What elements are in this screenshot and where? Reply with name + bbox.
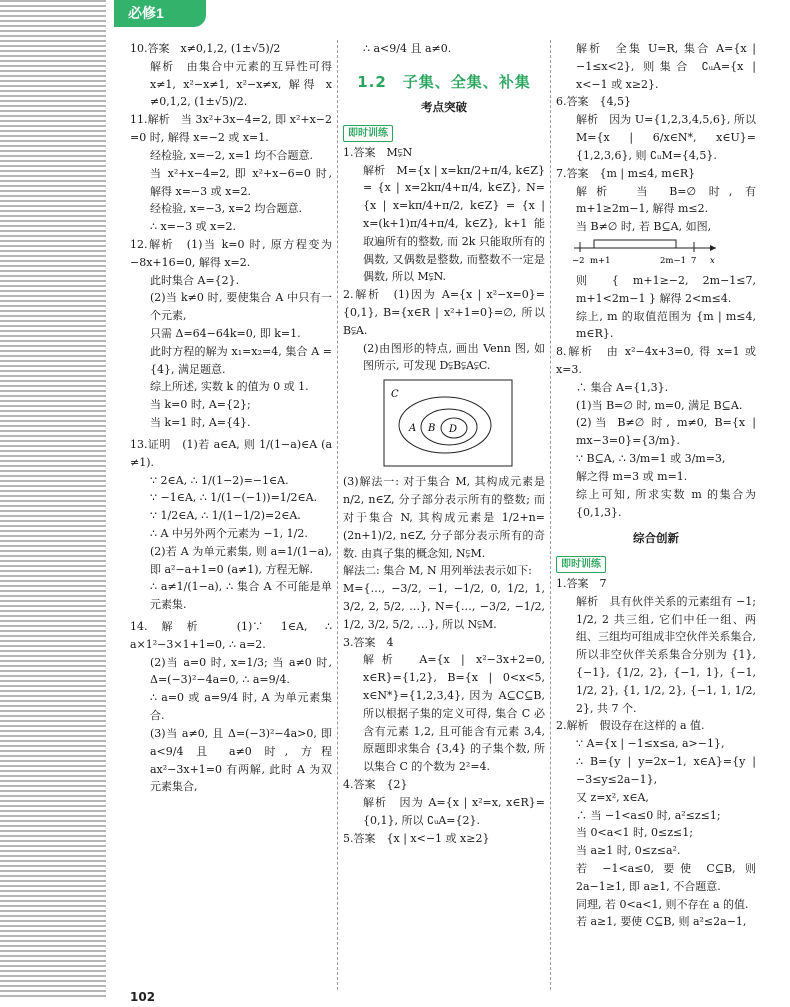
- q8-solution: 8.解析 由 x²−4x+3=0, 得 x=1 或 x=3.: [556, 345, 756, 376]
- text-line: 综上, m 的取值范围为 {m | m≤4, m∈R}.: [576, 309, 756, 341]
- venn-label-d: D: [449, 424, 458, 436]
- text-line: (3)解法一: 对于集合 M, 其构成元素是 n/2, n∈Z, 分子部分表示所有的整数; 而对于集合 N, 其构成元素是 1/2+n=(2n+1)/2, n∈Z, 分子部分表示所有的奇数. 由真子集的概念知, N⫋M.: [343, 475, 545, 560]
- venn-label-b: B: [428, 423, 436, 435]
- q11-solution: 11.解析 当 3x²+3x−4=2, 即 x²+x−2 =0 时, 解得 x=−2 或 x=1.: [130, 113, 332, 145]
- text-line: (2)当 a=0 时, x=1/3; 当 a≠0 时, Δ=(−3)²−4a=0, ∴ a=9/4.: [150, 655, 332, 687]
- numline-label-c: 2m−1: [660, 255, 686, 266]
- numline-label-b: m+1: [590, 255, 611, 266]
- venn-label-a: A: [409, 423, 417, 435]
- q3-answer: 3.答案 4: [343, 635, 394, 649]
- numline-label-e: x: [710, 255, 715, 266]
- q1-answer: 1.答案 M⫋N: [343, 145, 413, 159]
- column-1: [130, 40, 332, 985]
- number-line-interval: [594, 240, 676, 248]
- text-line: (2)当 k≠0 时, 要使集合 A 中只有一个元素,: [150, 291, 332, 323]
- q1-answer-2: 1.答案 7: [556, 576, 607, 590]
- q2-solution-2: 2.解析 假设存在这样的 a 值.: [556, 719, 705, 733]
- text-line: 综上可知, 所求实数 m 的集合为 {0,1,3}.: [576, 487, 756, 519]
- text-line: ∴ A 中另外两个元素为 −1, 1/2.: [150, 526, 308, 540]
- text-line: ∴ B={y | y=2x−1, x∈A}={y | −3≤y≤2a−1},: [576, 755, 756, 786]
- q3-explanation: 解析 A={x | x²−3x+2=0, x∈R}={1,2}, B={x | 0<x<5, x∈N*}={1,2,3,4}, 因为 A⊆C⊆B, 所以根据子集的定义可得, 集合 C 必含有元素 1,2, 且可能含有元素 3,4, 原题即求集合 {3,4} 的子集个数, 所以集合 C 的个数为 2²=4.: [363, 653, 545, 774]
- text-line: 解之得 m=3 或 m=1.: [576, 469, 688, 483]
- text-line: 同理, 若 0<a<1, 则不存在 a 的值.: [576, 897, 749, 911]
- q5-explanation: 解析 全集 U=R, 集合 A={x | −1≤x<2}, 则集合 ∁ᵤA={x | x<−1 或 x≥2}.: [576, 42, 756, 91]
- q6-answer: 6.答案 {4,5}: [556, 95, 631, 109]
- text-line: ∴ a≠1/(1−a), ∴ 集合 A 不可能是单元素集.: [150, 580, 332, 612]
- q7-explanation: 解析 当 B=∅ 时, 有 m+1≥2m−1, 解得 m≤2.: [576, 184, 756, 216]
- q5-answer: 5.答案 {x | x<−1 或 x≥2}: [343, 831, 490, 845]
- text-line: ∴ 集合 A={1,3}.: [576, 380, 669, 394]
- q14-solution: 14.解析 (1)∵ 1∈A, ∴ a×1²−3×1+1=0, ∴ a=2.: [130, 620, 332, 651]
- text-line: 当 k=0 时, A={2};: [150, 398, 251, 412]
- text-line: (2)若 A 为单元素集, 则 a=1/(1−a), 即 a²−a+1=0 (a≠1), 方程无解.: [150, 544, 332, 576]
- column-divider: [337, 40, 338, 990]
- text-line: (2)当 B≠∅ 时, m≠0, B={x | mx−3=0}={3/m}.: [576, 416, 756, 448]
- text-line: ∴ x=−3 或 x=2.: [150, 220, 237, 234]
- text-line: 此时集合 A={2}.: [150, 273, 240, 287]
- text-line: ∵ −1∈A, ∴ 1/(1−(−1))=1/2∈A.: [150, 491, 318, 505]
- practice-badge-2: 即时训练: [556, 556, 606, 573]
- text-line: 当 x²+x−4=2, 即 x²+x−6=0 时, 解得 x=−3 或 x=2.: [150, 166, 332, 198]
- text-line: 则 { m+1≥−2, 2m−1≤7, m+1<2m−1 } 解得 2<m≤4.: [576, 273, 756, 305]
- column-2: [343, 40, 545, 985]
- text-line: 此时方程的解为 x₁=x₂=4, 集合 A ={4}, 满足题意.: [150, 344, 332, 376]
- column-divider: [550, 40, 551, 990]
- q13-proof: 13.证明 (1)若 a∈A, 则 1/(1−a)∈A (a ≠1).: [130, 437, 332, 469]
- numline-label-d: 7: [691, 255, 697, 266]
- section-title: 1.2 子集、全集、补集: [357, 72, 531, 91]
- text-line: 又 z=x², x∈A,: [576, 790, 649, 804]
- text-line: ∵ 2∈A, ∴ 1/(1−2)=−1∈A.: [150, 473, 289, 487]
- text-line: ∵ 1/2∈A, ∴ 1/(1−1/2)=2∈A.: [150, 509, 301, 523]
- text-line: 经检验, x=−2, x=1 均不合题意.: [150, 148, 314, 162]
- text-line: 解法二: 集合 M, N 用列举法表示如下:: [343, 564, 532, 578]
- text-line: (1)当 B=∅ 时, m=0, 满足 B⊆A.: [576, 398, 743, 412]
- text-line: 当 0<a<1 时, 0≤z≤1;: [576, 826, 693, 840]
- number-line-arrow: [710, 245, 716, 251]
- q12-solution: 12.解析 (1)当 k=0 时, 原方程变为 −8x+16=0, 解得 x=2.: [130, 237, 332, 269]
- text-line: 综上所述, 实数 k 的值为 0 或 1.: [150, 380, 309, 394]
- chapter-tab: [114, 0, 206, 27]
- text-line: ∴ a=0 或 a=9/4 时, A 为单元素集合.: [150, 691, 332, 723]
- text-line: 当 k=1 时, A={4}.: [150, 416, 251, 430]
- text-line: (2)由图形的特点, 画出 Venn 图, 如图所示, 可发现 D⫋B⫋A⫋C.: [363, 341, 545, 373]
- venn-diagram: [383, 379, 513, 467]
- q10-answer: 10.答案 x≠0,1,2, (1±√5)/2: [130, 42, 281, 55]
- column-3: [556, 40, 756, 985]
- numline-label-a: −2: [572, 255, 585, 266]
- text-line: 若 a≥1, 要使 C⊆B, 则 a²≤2a−1,: [576, 915, 747, 929]
- text-line: (3)当 a≠0, 且 Δ=(−3)²−4a>0, 即 a<9/4 且 a≠0 时, 方程 ax²−3x+1=0 有两解, 此时 A 为双元素集合,: [150, 726, 332, 794]
- section-subtitle: 考点突破: [421, 100, 467, 115]
- q2-solution: 2.解析 (1)因为 A={x | x²−x=0}={0,1}, B={x∈R | x²+1=0}=∅, 所以 B⫋A.: [343, 288, 545, 337]
- q4-answer: 4.答案 {2}: [343, 778, 408, 792]
- chapter-tab-label: 必修1: [128, 5, 164, 21]
- number-line-diagram: [570, 238, 720, 268]
- text-line: 经检验, x=−3, x=2 均合题意.: [150, 202, 303, 216]
- left-margin-stripes: [0, 0, 106, 1000]
- q1-explanation: 解析 M={x | x=kπ/2+π/4, k∈Z} = {x | x=2kπ/4+π/4, k∈Z}, N={x | x=kπ/4+π/2, k∈Z} = {x | x=(k+1)π/4+π/4, k∈Z}, k+1 能取遍所有的整数, 而 2k 只能取所有的偶数, 又偶数是整数, 而整数不一定是偶数, 所以 M⫋N.: [363, 163, 545, 284]
- venn-label-c: C: [391, 389, 399, 401]
- section-subtitle-2: 综合创新: [633, 531, 679, 546]
- q1-explanation-2: 解析 具有伙伴关系的元素组有 −1; 1/2, 2 共三组, 它们中任一组、两组、三组均可组成非空伙伴关系集合, 所以非空伙伴关系集合分别为 {1}, {−1}, {1/2, 2}, {−1, 1}, {−1, 1/2, 2}, {1, 1/2, 2}, {−1, 1, 1/2, 2}, 共 7 个.: [576, 594, 756, 715]
- text-line: 当 B≠∅ 时, 若 B⊆A, 如图,: [576, 220, 712, 234]
- text-line: ∵ A={x | −1≤x≤a, a>−1},: [576, 737, 725, 751]
- practice-badge: 即时训练: [343, 125, 393, 142]
- text-line: 只需 Δ=64−64k=0, 即 k=1.: [150, 327, 301, 340]
- q6-explanation: 解析 因为 U={1,2,3,4,5,6}, 所以 M={x | 6/x∈N*, x∈U}={1,2,3,6}, 则 ∁ᵤM={4,5}.: [576, 113, 756, 162]
- text-line: ∴ a<9/4 且 a≠0.: [363, 42, 452, 55]
- text-line: 若 −1<a≤0, 要使 C⊆B, 则 2a−1≥1, 即 a≥1, 不合题意.: [576, 861, 756, 893]
- text-line: ∴ 当 −1<a≤0 时, a²≤z≤1;: [576, 808, 721, 822]
- q10-explanation: 解析 由集合中元素的互异性可得 x≠1, x²−x≠1, x²−x≠x, 解得 x ≠0,1,2, (1±√5)/2.: [150, 59, 332, 109]
- q4-explanation: 解析 因为 A={x | x²=x, x∈R}={0,1}, 所以 ∁ᵤA={2}.: [363, 795, 545, 827]
- text-line: ∵ B⊆A, ∴ 3/m=1 或 3/m=3,: [576, 452, 726, 466]
- text-line: M={…, −3/2, −1, −1/2, 0, 1/2, 1, 3/2, 2, 5/2, …}, N={…, −3/2, −1/2, 1/2, 3/2, 5/2, …}, 所以 N⫋M.: [343, 582, 545, 631]
- page-number: 102: [130, 990, 156, 1004]
- q7-answer: 7.答案 {m | m≤4, m∈R}: [556, 166, 696, 180]
- text-line: 当 a≥1 时, 0≤z≤a².: [576, 844, 681, 858]
